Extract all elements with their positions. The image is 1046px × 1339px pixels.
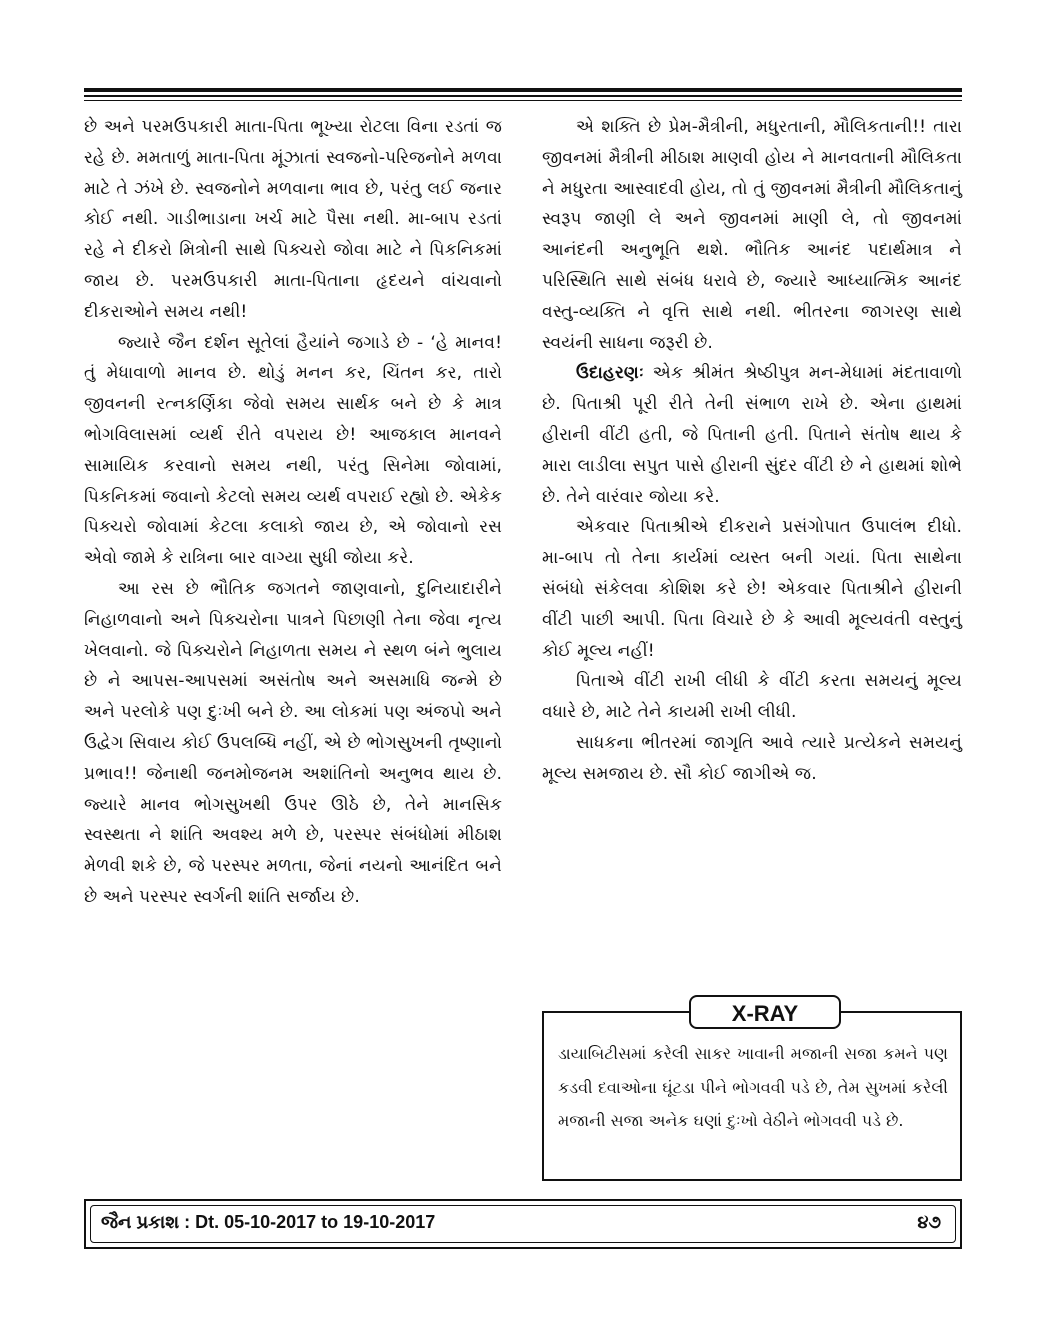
header-rule-thin <box>84 100 962 101</box>
left-column <box>84 112 502 913</box>
right-paragraph-2 <box>542 358 962 512</box>
xray-body <box>558 1037 948 1138</box>
right-paragraph-4: પિતાએ વીંટી રાખી લીધી કે વીંટી કરતા સમયનું મૂલ્ય વધારે છે, માટે તેને કાયમી રાખી લીધી. <box>542 671 962 723</box>
footer-inner-frame <box>90 1205 956 1243</box>
xray-title: X-RAY <box>689 995 841 1029</box>
example-text: એક શ્રીમંત શ્રેષ્ઠીપુત્ર મન-મેધામાં મંદતાવાળો છે. પિતાશ્રી પૂરી રીતે તેની સંભાળ રાખે છે. એના હાથમાં હીરાની વીંટી હતી, જે પિતાની હતી. પિતાને સંતોષ થાય કે મારા લાડીલા સપુત પાસે હીરાની સુંદર વીંટી છે ને હાથમાં શોભે છે. તેને વારંવાર જોયા કરે. <box>542 363 962 507</box>
left-paragraph-2: જ્યારે જૈન દર્શન સૂતેલાં હૈયાંને જગાડે છે - ‘હે માનવ! તું મેધાવાળો માનવ છે. થોડું મનન કર, ચિંતન કર, તારો જીવનની રત્નકર્ણિકા જેવો સમય સાર્થક બને છે કે માત્ર ભોગવિલાસમાં વ્યર્થ રીતે વપરાય છે! આજકાલ માનવને સામાયિક કરવાનો સમય નથી, પરંતુ સિનેમા જોવામાં, પિકનિકમાં જવાનો કેટલો સમય વ્યર્થ વપરાઈ રહ્યો છે. એકેક પિક્ચરો જોવામાં કેટલા કલાકો જાય છે, એ જોવાનો રસ એવો જામે કે રાત્રિના બાર વાગ્યા સુધી જોયા કરે. <box>84 332 502 569</box>
left-paragraph-3: આ રસ છે ભૌતિક જગતને જાણવાનો, દુનિયાદારીને નિહાળવાનો અને પિક્ચરોના પાત્રને પિછાણી તેના જેવા નૃત્ય ખેલવાનો. જે પિક્ચરોને નિહાળતા સમય ને સ્થળ બંને ભુલાય છે ને આપસ-આપસમાં અસંતોષ અને અસમાધિ જન્મે છે અને પરલોકે પણ દુઃખી બને છે. આ લોકમાં પણ અંજપો અને ઉદ્વેગ સિવાય કોઈ ઉપલબ્ધિ નહીં, એ છે ભોગસુખની તૃષ્ણાનો પ્રભાવ!! જેનાથી જનમોજનમ અશાંતિનો અનુભવ થાય છે. જ્યારે માનવ ભોગસુખથી ઉપર ઊઠે છે, તેને માનસિક સ્વસ્થતા ને શાંતિ અવશ્ય મળે છે, પરસ્પર સંબંધોમાં મીઠાશ મેળવી શકે છે, જે પરસ્પર મળતા, જેનાં નયનો આનંદિત બને છે અને પરસ્પર સ્વર્ગની શાંતિ સર્જાય છે. <box>84 578 502 907</box>
header-rule-thick <box>84 88 962 92</box>
left-paragraph-1: છે અને પરમઉપકારી માતા-પિતા ભૂખ્યા રોટલા વિના રડતાં જ રહે છે. મમતાળું માતા-પિતા મૂંઝાતાં સ્વજનો-પરિજનોને મળવા માટે તે ઝંખે છે. સ્વજનોને મળવાના ભાવ છે, પરંતુ લઈ જનાર કોઈ નથી. ગાડીભાડાના ખર્ચ માટે પૈસા નથી. મા-બાપ રડતાં રહે ને દીકરો મિત્રોની સાથે પિક્ચરો જોવા માટે ને પિકનિકમાં જાય છે. પરમઉપકારી માતા-પિતાના હૃદયને વાંચવાનો દીકરાઓને સમય નથી! <box>84 117 502 322</box>
right-paragraph-1: એ શક્તિ છે પ્રેમ-મૈત્રીની, મધુરતાની, મૌલિકતાની!! તારા જીવનમાં મૈત્રીની મીઠાશ માણવી હોય ને માનવતાની મૌલિકતા ને મધુરતા આસ્વાદવી હોય, તો તું જીવનમાં મૈત્રીની મૌલિકતાનું સ્વરૂપ જાણી લે અને જીવનમાં માણી લે, તો જીવનમાં આનંદની અનુભૂતિ થશે. ભૌતિક આનંદ પદાર્થમાત્ર ને પરિસ્થિતિ સાથે સંબંધ ધરાવે છે, જ્યારે આધ્યાત્મિક આનંદ વસ્તુ-વ્યક્તિ ને વૃત્તિ સાથે નથી. ભીતરના જાગરણ સાથે સ્વયંની સાધના જરૂરી છે. <box>542 117 962 353</box>
footer-publication-date: જૈન પ્રકાશ : Dt. 05-10-2017 to 19-10-2017 <box>101 1212 436 1232</box>
xray-text: ડાયાબિટીસમાં કરેલી સાકર ખાવાની મજાની સજા કમને પણ કડવી દવાઓના ઘૂંટડા પીને ભોગવવી પડે છે, તેમ સુખમાં કરેલી મજાની સજા અનેક ઘણાં દુઃખો વેઠીને ભોગવવી પડે છે. <box>558 1044 948 1130</box>
right-paragraph-3: એકવાર પિતાશ્રીએ દીકરાને પ્રસંગોપાત ઉપાલંભ દીધો. મા-બાપ તો તેના કાર્યમાં વ્યસ્ત બની ગયાં. પિતા સાથેના સંબંધો સંકેલવા કોશિશ કરે છે! એકવાર પિતાશ્રીને હીરાની વીંટી પાછી આપી. પિતા વિચારે છે કે આવી મૂલ્યવંતી વસ્તુનું કોઈ મૂલ્ય નહીં! <box>542 517 962 661</box>
right-paragraph-5: સાધકના ભીતરમાં જાગૃતિ આવે ત્યારે પ્રત્યેકને સમયનું મૂલ્ય સમજાય છે. સૌ કોઈ જાગીએ જ. <box>542 732 962 784</box>
header-rule-medium <box>84 95 962 97</box>
page-number: ૪૭ <box>917 1212 941 1233</box>
right-column <box>542 112 962 790</box>
example-label: ઉદાહરણઃ <box>576 363 644 384</box>
xray-box <box>542 1001 962 1181</box>
footer-bar <box>84 1199 962 1249</box>
